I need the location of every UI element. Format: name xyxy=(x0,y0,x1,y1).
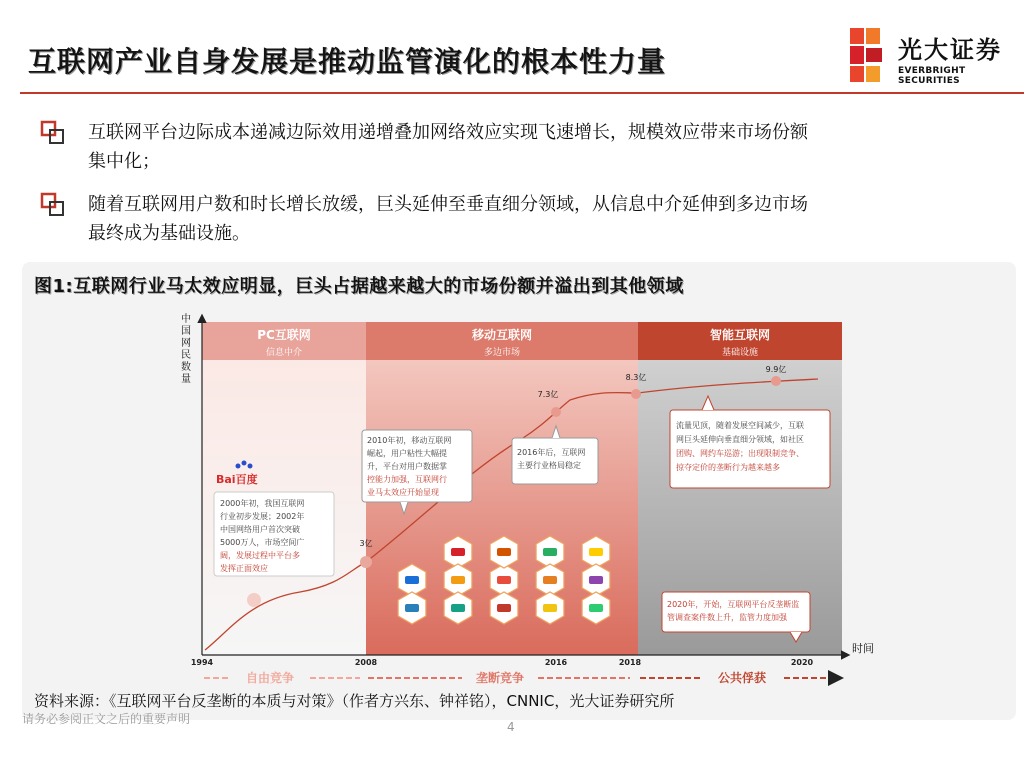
data-point-9.9yi xyxy=(771,376,781,386)
figure-title: 图1:互联网行业马太效应明显，巨头占据越来越大的市场份额并溢出到其他领域 xyxy=(34,276,684,297)
y-axis-label-char: 网 xyxy=(181,338,191,349)
figure-source: 资料来源：《互联网平台反垄断的本质与对策》（作者方兴东、钟祥铭），CNNIC，光大证券研究所 xyxy=(34,692,675,710)
stage-label: 垄断竞争 xyxy=(475,671,525,685)
phase-sub: 信息中介 xyxy=(265,348,303,358)
annotation-line: 2020年，开始，互联网平台反垄断监 xyxy=(667,600,800,609)
app-logo-mark xyxy=(451,548,465,556)
phase-sub: 基础设施 xyxy=(721,348,759,358)
annotation-line: 掠夺定价的垄断行为越来越多 xyxy=(676,463,780,472)
y-axis-label-char: 数 xyxy=(181,362,191,373)
app-logo-mark xyxy=(497,548,511,556)
x-tick: 1994 xyxy=(190,658,214,667)
app-logo-mark xyxy=(497,576,511,584)
point-label: 9.9亿 xyxy=(765,365,787,374)
page-number: 4 xyxy=(507,720,515,734)
y-axis-label xyxy=(181,312,191,385)
y-axis-label-char: 国 xyxy=(181,326,191,337)
logo-english: EVERBRIGHT SECURITIES xyxy=(898,66,966,86)
x-tick: 2016 xyxy=(544,658,568,667)
annotation-2000 xyxy=(214,492,334,576)
data-point-8.3yi xyxy=(631,389,641,399)
annotation-line: 2000年初，我国互联网 xyxy=(220,499,305,508)
y-axis-label-char: 民 xyxy=(181,350,191,361)
x-axis-label: 时间 xyxy=(852,642,874,655)
app-logo-mark xyxy=(543,576,557,584)
app-logo-mark xyxy=(543,548,557,556)
y-axis-label-char: 量 xyxy=(181,374,191,385)
app-logo-mark xyxy=(405,604,419,612)
data-point xyxy=(247,593,261,607)
stage-label: 公共俘获 xyxy=(717,671,767,685)
annotation-line: 业马太效应开始显现 xyxy=(367,488,439,497)
annotation-line: 管调查案件数上升，监管力度加强 xyxy=(667,613,787,622)
app-logo-mark xyxy=(405,576,419,584)
x-tick: 2020 xyxy=(790,658,814,667)
app-logo-mark xyxy=(543,604,557,612)
phase-name: PC互联网 xyxy=(257,328,311,342)
point-label: 8.3亿 xyxy=(625,373,647,382)
annotation-line: 流量见顶，随着发展空间减少，互联 xyxy=(676,421,804,430)
annotation-line: 发挥正面效应 xyxy=(220,564,268,573)
annotation-line: 2016年后，互联网 xyxy=(517,448,586,457)
annotation-recent xyxy=(670,396,830,488)
footer-disclaimer: 请务必参阅正文之后的重要声明 xyxy=(22,712,191,726)
annotation-line: 5000万人，市场空间广 xyxy=(220,538,305,547)
x-tick: 2018 xyxy=(618,658,642,667)
phase-name: 移动互联网 xyxy=(471,328,533,342)
app-logo-mark xyxy=(451,576,465,584)
phase-name: 智能互联网 xyxy=(709,328,771,342)
stage-label: 自由竞争 xyxy=(245,671,295,685)
annotation-line: 中国网络用户首次突破 xyxy=(220,525,300,534)
app-logo-mark xyxy=(497,604,511,612)
point-label: 3亿 xyxy=(359,539,373,548)
data-point-7.3yi xyxy=(551,407,561,417)
annotation-line: 2010年初，移动互联网 xyxy=(367,436,452,445)
point-label: 7.3亿 xyxy=(537,390,559,399)
phase-sub: 多边市场 xyxy=(483,348,521,358)
bullet-text: 互联网平台边际成本递减边际效用递增叠加网络效应实现飞速增长，规模效应带来市场份额 集中化； xyxy=(88,122,808,172)
annotation-line: 阔，发展过程中平台多 xyxy=(220,551,300,560)
x-tick: 2008 xyxy=(354,658,378,667)
bullet-text: 随着互联网用户数和时长增长放缓，巨头延伸至垂直细分领域，从信息中介延伸到多边市场 最终成为基础设施。 xyxy=(88,194,808,244)
app-logo-mark xyxy=(451,604,465,612)
app-logo-mark xyxy=(589,576,603,584)
annotation-line: 主要行业格局稳定 xyxy=(517,461,581,470)
annotation-line: 升，平台对用户数据掌 xyxy=(367,462,447,471)
annotation-line: 团购、网约车巡游；出现限制竞争、 xyxy=(676,449,804,458)
svg-text:Bai百度: Bai百度 xyxy=(216,473,258,486)
page-title: 互联网产业自身发展是推动监管演化的根本性力量 xyxy=(28,45,667,78)
annotation-line: 崛起，用户粘性大幅提 xyxy=(367,449,447,458)
annotation-line: 控能力加强，互联网行 xyxy=(367,475,447,484)
app-logo-mark xyxy=(589,548,603,556)
annotation-line: 网巨头延伸向垂直细分领域，如社区 xyxy=(676,435,804,444)
data-point-3yi xyxy=(360,556,372,568)
app-logo-mark xyxy=(589,604,603,612)
annotation-2010 xyxy=(362,430,472,514)
annotation-line: 行业初步发展；2002年 xyxy=(220,512,305,521)
y-axis-label-char: 中 xyxy=(181,314,191,325)
logo-name: 光大证券 xyxy=(898,36,1002,64)
